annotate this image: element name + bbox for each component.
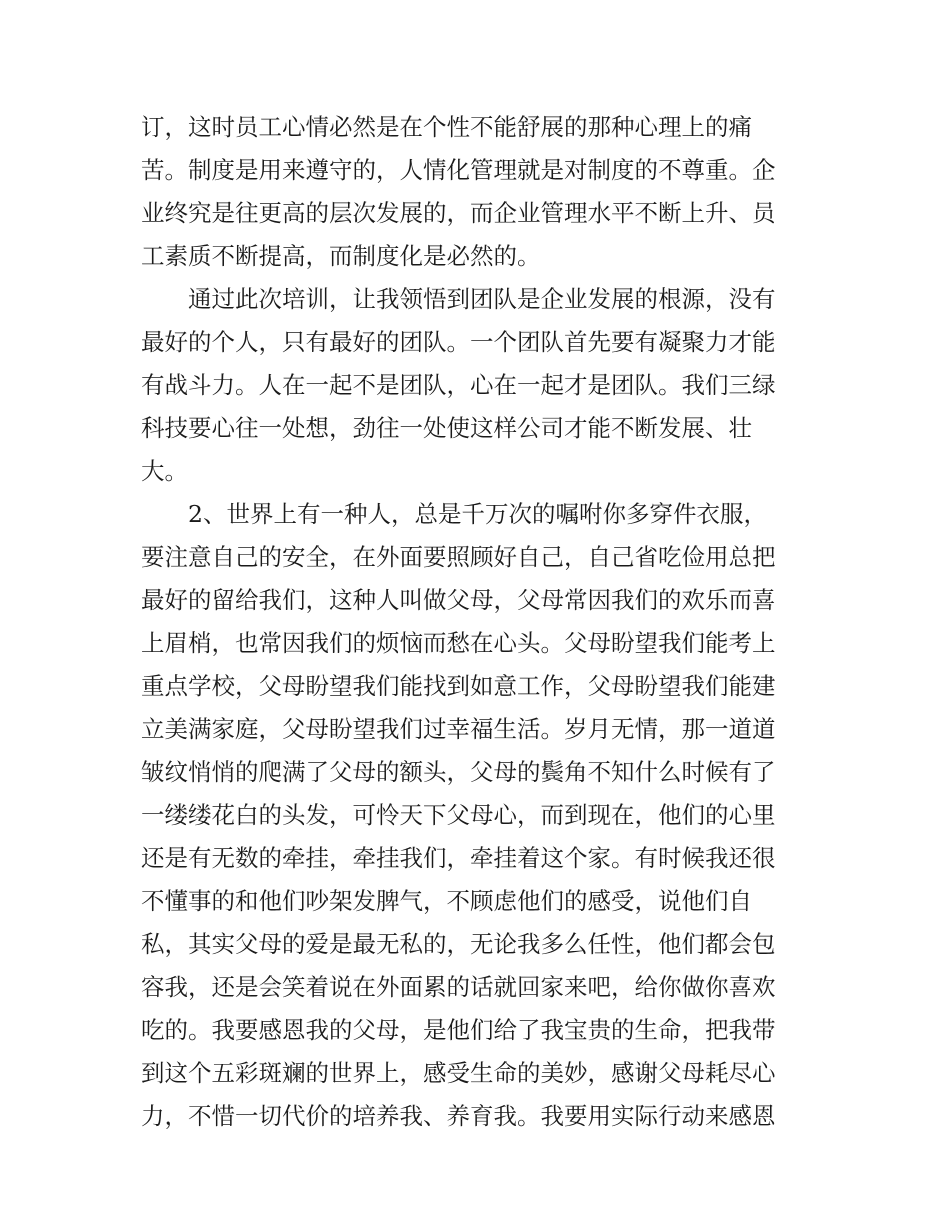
text-line: 吃的。我要感恩我的父母，是他们给了我宝贵的生命，把我带: [141, 1016, 776, 1044]
text-line: 立美满家庭，父母盼望我们过幸福生活。岁月无情，那一道道: [141, 715, 776, 743]
text-line: 苦。制度是用来遵守的，人情化管理就是对制度的不尊重。企: [141, 156, 776, 184]
text-line: 上眉梢，也常因我们的烦恼而愁在心头。父母盼望我们能考上: [141, 629, 776, 657]
text-line: 业终究是往更高的层次发展的，而企业管理水平不断上升、员: [141, 199, 776, 227]
text-line: 一缕缕花白的头发，可怜天下父母心，而到现在，他们的心里: [141, 801, 776, 829]
text-line: 力，不惜一切代价的培养我、养育我。我要用实际行动来感恩: [141, 1102, 776, 1130]
text-line: 要注意自己的安全，在外面要照顾好自己，自己省吃俭用总把: [141, 543, 776, 571]
text-line: 有战斗力。人在一起不是团队，心在一起才是团队。我们三绿: [141, 371, 776, 399]
text-line: 科技要心往一处想，劲往一处使这样公司才能不断发展、壮: [141, 414, 752, 442]
text-line: 私，其实父母的爱是最无私的，无论我多么任性，他们都会包: [141, 930, 776, 958]
paragraph-first-line: 通过此次培训，让我领悟到团队是企业发展的根源，没有: [188, 285, 776, 313]
text-line: 最好的留给我们，这种人叫做父母，父母常因我们的欢乐而喜: [141, 586, 776, 614]
text-line: 工素质不断提高，而制度化是必然的。: [141, 242, 541, 270]
text-line: 重点学校，父母盼望我们能找到如意工作，父母盼望我们能建: [141, 672, 776, 700]
paragraph-first-line: 2、世界上有一种人，总是千万次的嘱咐你多穿件衣服，: [188, 500, 767, 528]
text-line: 大。: [141, 457, 188, 485]
text-line: 不懂事的和他们吵架发脾气，不顾虑他们的感受，说他们自: [141, 887, 752, 915]
text-line: 容我，还是会笑着说在外面累的话就回家来吧，给你做你喜欢: [141, 973, 776, 1001]
text-line: 最好的个人，只有最好的团队。一个团队首先要有凝聚力才能: [141, 328, 776, 356]
text-line: 订，这时员工心情必然是在个性不能舒展的那种心理上的痛: [141, 113, 752, 141]
text-line: 还是有无数的牵挂，牵挂我们，牵挂着这个家。有时候我还很: [141, 844, 776, 872]
text-line: 到这个五彩斑斓的世界上，感受生命的美妙，感谢父母耗尽心: [141, 1059, 776, 1087]
text-line: 皱纹悄悄的爬满了父母的额头，父母的鬓角不知什么时候有了: [141, 758, 776, 786]
